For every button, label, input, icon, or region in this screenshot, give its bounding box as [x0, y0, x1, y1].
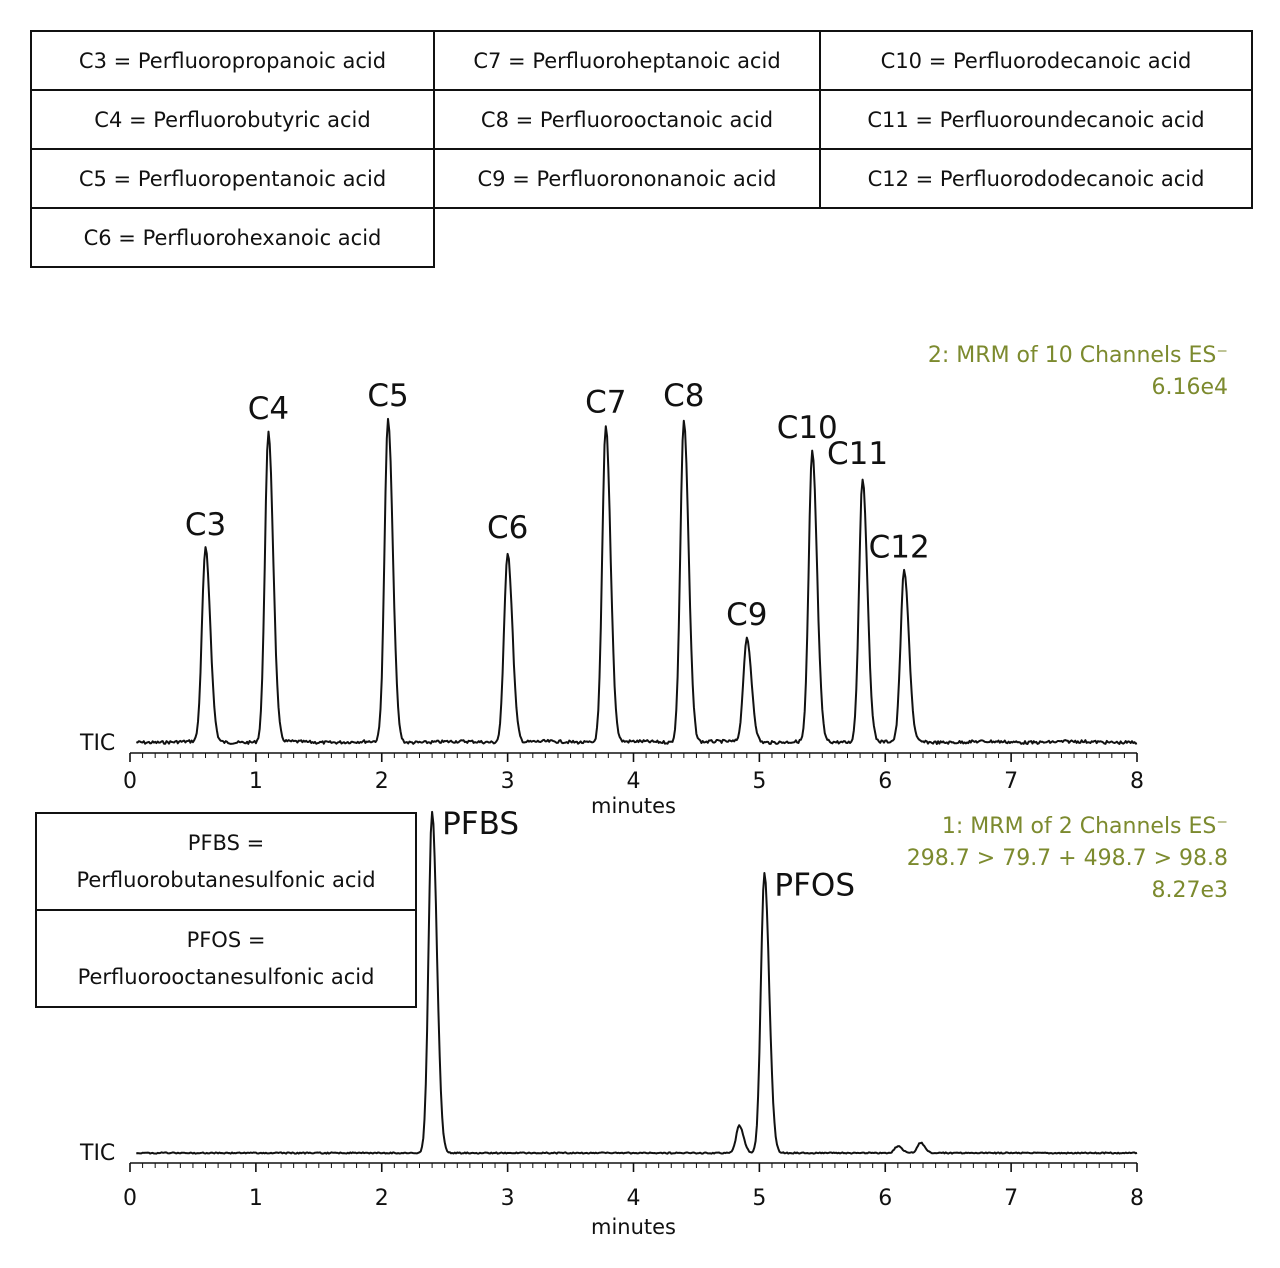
sulfonic-abbrev: PFOS =	[186, 927, 266, 952]
chromatogram-panel	[79, 378, 1144, 818]
legend-cell: C6 = Perfluorohexanoic acid	[30, 207, 435, 268]
x-tick-label: 1	[248, 769, 263, 794]
top-channel-info	[928, 340, 1228, 404]
sulfonic-legend	[35, 812, 417, 1006]
peak-label: C11	[827, 435, 889, 472]
legend-cell: C5 = Perfluoropentanoic acid	[30, 148, 435, 209]
peak-label: C7	[585, 384, 627, 421]
legend-cell: C9 = Perfluorononanoic acid	[433, 148, 821, 209]
peak-label: C5	[367, 378, 409, 414]
x-tick-label: 7	[1004, 769, 1019, 794]
sulfonic-name: Perfluorooctanesulfonic acid	[77, 964, 375, 989]
legend-cell: C11 = Perfluoroundecanoic acid	[819, 89, 1253, 150]
bottom-channel-line: 298.7 > 79.7 + 498.7 > 98.8	[906, 846, 1228, 871]
peak-label: C9	[726, 596, 768, 633]
trace-label: TIC	[80, 1141, 116, 1166]
legend-cell: C7 = Perfluoroheptanoic acid	[433, 30, 821, 91]
sulfonic-abbrev: PFBS =	[187, 830, 265, 855]
peak-label: PFBS	[442, 806, 520, 842]
x-tick-label: 3	[500, 769, 515, 794]
peak-label: C8	[663, 378, 705, 414]
x-tick-label: 5	[752, 1186, 767, 1211]
trace-label: TIC	[80, 731, 116, 756]
legend-cell: C10 = Perfluorodecanoic acid	[819, 30, 1253, 91]
peak-label: PFOS	[774, 867, 856, 904]
sulfonic-name: Perfluorobutanesulfonic acid	[76, 867, 376, 892]
x-tick-label: 5	[752, 769, 767, 794]
legend-cell: C8 = Perfluorooctanoic acid	[433, 89, 821, 150]
x-tick-label: 8	[1130, 769, 1144, 794]
bottom-channel-info	[907, 811, 1228, 907]
x-tick-label: 4	[626, 1186, 641, 1211]
top-channel-line: 2: MRM of 10 Channels ES⁻	[927, 343, 1228, 368]
bottom-channel-line: 8.27e3	[1151, 878, 1228, 903]
x-tick-label: 0	[123, 769, 137, 794]
sulfonic-legend-cell	[35, 812, 417, 911]
x-tick-label: 0	[123, 1186, 137, 1211]
x-tick-label: 2	[374, 769, 389, 794]
peak-label: C6	[486, 510, 529, 547]
x-tick-label: 6	[878, 1186, 893, 1211]
x-tick-label: 6	[878, 769, 893, 794]
x-tick-label: 4	[626, 769, 641, 794]
legend-cell: C12 = Perfluorododecanoic acid	[819, 148, 1253, 209]
x-axis-label: minutes	[590, 1215, 677, 1239]
chromatogram-trace	[136, 419, 1137, 744]
peak-label: C12	[868, 529, 930, 566]
x-axis-label: minutes	[590, 794, 677, 818]
legend-cell: C4 = Perfluorobutyric acid	[30, 89, 435, 150]
bottom-channel-line: 1: MRM of 2 Channels ES⁻	[941, 814, 1228, 839]
x-tick-label: 3	[500, 1186, 515, 1211]
x-tick-label: 8	[1130, 1186, 1144, 1211]
peak-label: C4	[247, 390, 290, 427]
peak-label: C10	[776, 410, 838, 447]
top-channel-line: 6.16e4	[1151, 375, 1228, 400]
peak-label: C3	[184, 506, 227, 543]
x-tick-label: 1	[248, 1186, 263, 1211]
legend-cell: C3 = Perfluoropropanoic acid	[30, 30, 435, 91]
sulfonic-legend-cell	[35, 909, 417, 1008]
x-tick-label: 2	[374, 1186, 389, 1211]
x-tick-label: 7	[1004, 1186, 1019, 1211]
